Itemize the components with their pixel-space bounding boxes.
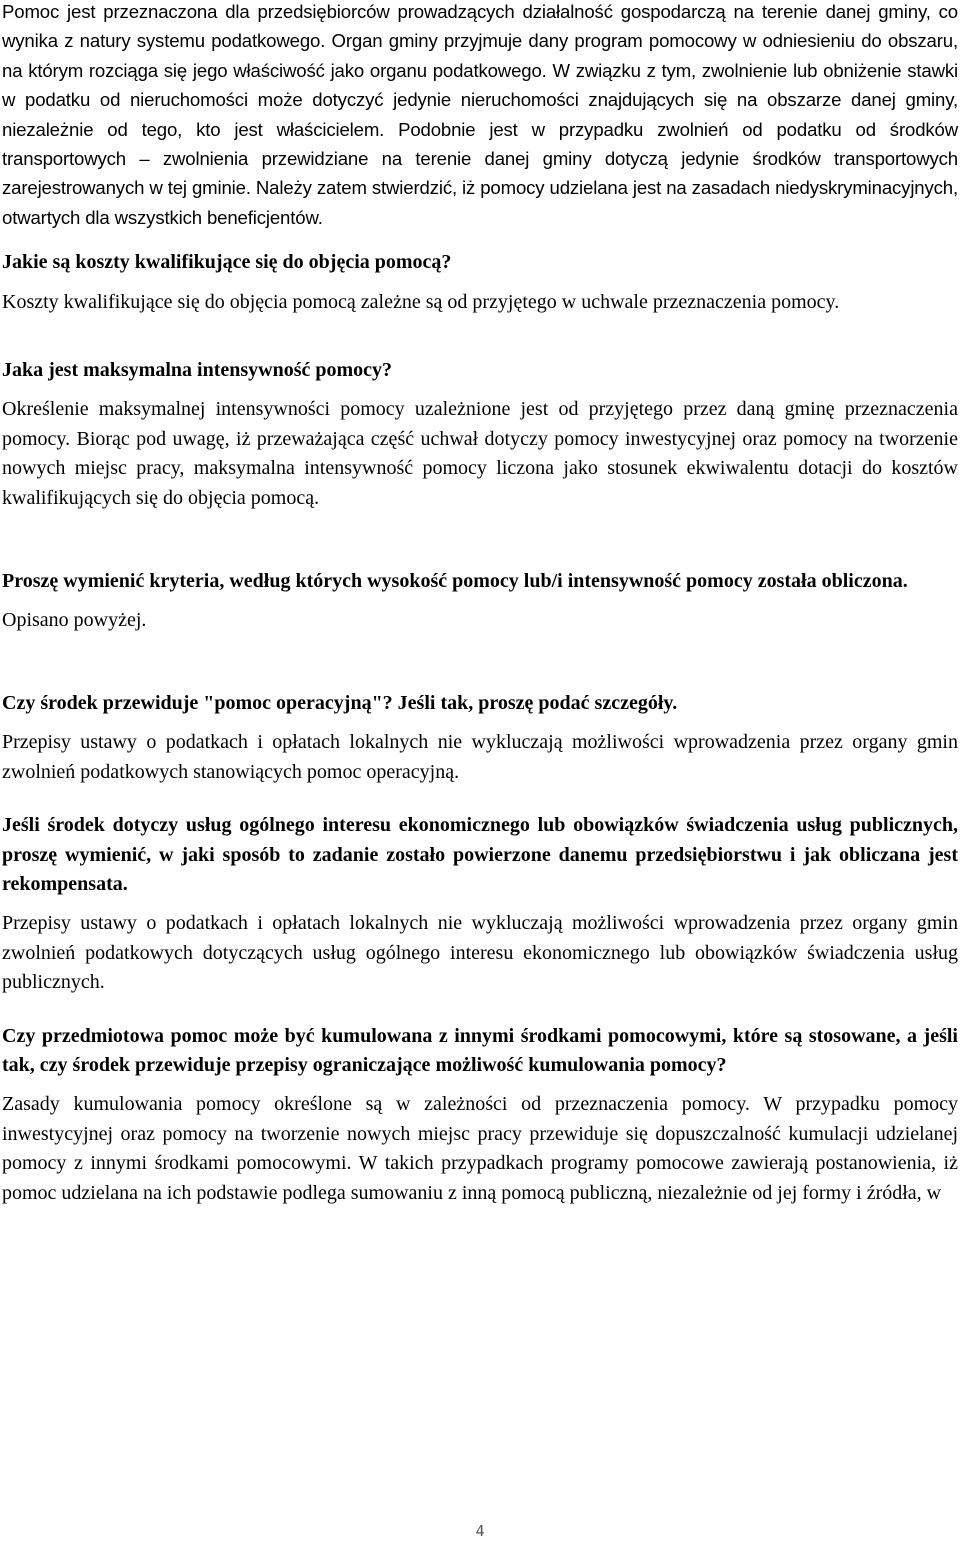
- section-heading: Proszę wymienić kryteria, według których wysokość pomocy lub/i intensywność pomocy została obliczona.: [2, 570, 908, 593]
- section-answer: Zasady kumulowania pomocy określone są w zależności od przeznaczenia pomocy. W przypadku pomocy inwestycyjnej oraz pomocy na tworzenie nowych miejsc pracy przewiduje się dopuszczalność kumulacji udzielanej pomocy z innymi środkami pomocowymi. W takich przypadkach programy pomocowe zawierają postanowienia, iż pomoc udzielana na ich podstawie podlega sumowaniu z inną pomocą publiczną, niezależnie od jej formy i źródła, w: [2, 1093, 958, 1204]
- section-answer: Przepisy ustawy o podatkach i opłatach lokalnych nie wykluczają możliwości wprowadzenia przez organy gmin zwolnień podatkowych dotyczących usług ogólnego interesu ekonomicznego lub obowiązków świadczenia usług publicznych.: [2, 912, 958, 994]
- section-heading: Czy środek przewiduje "pomoc operacyjną"? Jeśli tak, proszę podać szczegóły.: [2, 691, 678, 714]
- section-heading: Jaka jest maksymalna intensywność pomocy?: [2, 359, 393, 382]
- section-heading: Czy przedmiotowa pomoc może być kumulowana z innymi środkami pomocowymi, które są stosowane, a jeśli tak, czy środek przewiduje przepisy ograniczające możliwość kumulowania pomocy?: [2, 1024, 958, 1076]
- section-heading: Jakie są koszty kwalifikujące się do objęcia pomocą?: [2, 251, 452, 274]
- section-answer: Koszty kwalifikujące się do objęcia pomocą zależne są od przyjętego w uchwale przeznaczenia pomocy.: [2, 290, 840, 313]
- section-heading: Jeśli środek dotyczy usług ogólnego interesu ekonomicznego lub obowiązków świadczenia usług publicznych, proszę wymienić, w jaki sposób to zadanie zostało powierzone danemu przedsiębiorstwu i jak obliczana jest rekompensata.: [2, 814, 958, 895]
- intro-paragraph: Pomoc jest przeznaczona dla przedsiębiorców prowadzących działalność gospodarczą na terenie danej gminy, co wynika z natury systemu podatkowego. Organ gminy przyjmuje dany program pomocowy w odniesieniu do obszaru, na którym rozciąga się jego właściwość jako organu podatkowego. W związku z tym, zwolnienie lub obniżenie stawki w podatku od nieruchomości może dotyczyć jedynie nieruchomości znajdujących się na obszarze danej gminy, niezależnie od tego, kto jest właścicielem. Podobnie jest w przypadku zwolnień od podatku od środków transportowych – zwolnienia przewidziane na terenie danej gminy dotyczą jedynie środków transportowych zarejestrowanych w tej gminie. Należy zatem stwierdzić, iż pomocy udzielana jest na zasadach niedyskryminacyjnych, otwartych dla wszystkich beneficjentów.: [2, 1, 958, 228]
- page-number: 4: [475, 1522, 485, 1540]
- section-answer: Określenie maksymalnej intensywności pomocy uzależnione jest od przyjętego przez daną gminę przeznaczenia pomocy. Biorąc pod uwagę, iż przeważająca część uchwał dotyczy pomocy inwestycyjnej oraz pomocy na tworzenie nowych miejsc pracy, maksymalna intensywność pomocy liczona jako stosunek ekwiwalentu dotacji do kosztów kwalifikujących się do objęcia pomocą.: [2, 398, 958, 509]
- section-answer: Przepisy ustawy o podatkach i opłatach lokalnych nie wykluczają możliwości wprowadzenia przez organy gmin zwolnień podatkowych stanowiących pomoc operacyjną.: [2, 731, 958, 783]
- section-answer: Opisano powyżej.: [2, 608, 147, 631]
